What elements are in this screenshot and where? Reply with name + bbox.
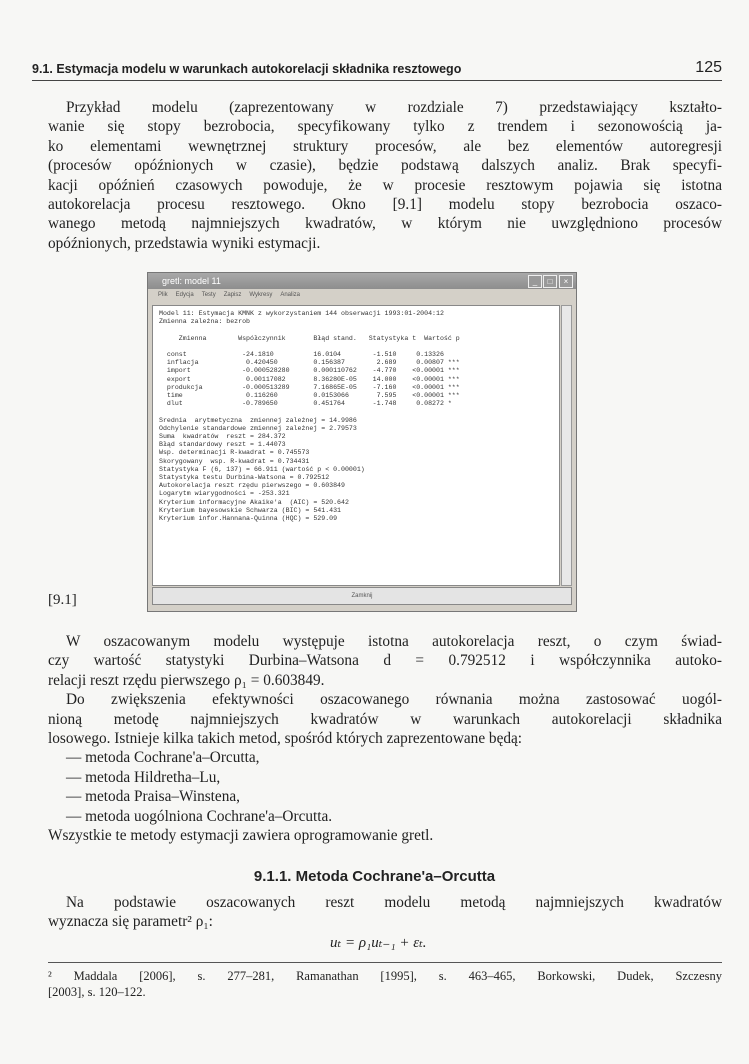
text-line: relacji reszt rzędu pierwszego ρ₁ = 0.603849. xyxy=(48,671,325,689)
footnote-line: [2003], s. 120–122. xyxy=(48,985,146,999)
output-line: time 0.116260 0.0153066 7.595 <0.00001 *** xyxy=(159,392,460,400)
window-title: gretl: model 11 xyxy=(162,276,221,286)
output-line: Srednia arytmetyczna zmiennej zależnej = 14.9986 xyxy=(159,416,357,424)
output-line: Autokorelacja reszt rzędu pierwszego = 0.603849 xyxy=(159,482,345,490)
page-number: 125 xyxy=(695,59,722,76)
text-line: wanego metodą najmniejszych kwadratów, w którym nie uwzględniono procesów xyxy=(48,215,722,233)
text-line: opóźnionych, przedstawia wyniki estymacji. xyxy=(48,234,321,252)
minimize-button[interactable]: _ xyxy=(528,275,542,288)
output-line: Logarytm wiarygodności = -253.321 xyxy=(159,490,290,498)
text-line: Do zwiększenia efektywności oszacowanego równania można zastosować uogól- xyxy=(66,691,722,709)
text-line: Na podstawie oszacowanych reszt modelu metodą najmniejszych kwadratów xyxy=(66,894,722,911)
close-window-button[interactable]: × xyxy=(559,275,573,288)
output-line: produkcja -0.000513289 7.16865E-05 -7.160 <0.00001 *** xyxy=(159,383,460,391)
menu-plik[interactable]: Plik xyxy=(158,292,168,298)
scrollbar[interactable] xyxy=(561,305,572,586)
title-bar xyxy=(148,273,576,289)
menu-analiza[interactable]: Analiza xyxy=(280,292,301,298)
text-line: autokorelacja procesu resztowego. Okno [9.1] modelu stopy bezrobocia oszaco- xyxy=(48,196,722,214)
output-line xyxy=(159,408,559,416)
footnote-line: ² Maddala [2006], s. 277–281, Ramanathan [1995], s. 463–465, Borkowski, Dudek, Szczesny xyxy=(48,969,722,983)
text-line: czy wartość statystyki Durbina–Watsona d = 0.792512 i współczynnika autoko- xyxy=(48,652,722,670)
text-line: W oszacowanym modelu występuje istotna autokorelacja reszt, o czym świad- xyxy=(66,633,722,650)
text-line: ko elementami wewnętrznej struktury procesów, ale bez elementów autoregresji xyxy=(48,137,722,155)
method-item: — metoda Praisa–Winstena, xyxy=(66,788,240,806)
text-line: wanie się stopy bezrobocia, specyfikowany tylko z trendem i sezonowością ja- xyxy=(48,118,722,136)
output-line: Suma kwadratów reszt = 284.372 xyxy=(159,433,286,441)
output-line xyxy=(159,343,559,351)
text-line: wyznacza się parametr² ρ₁: xyxy=(48,913,213,931)
equation: uₜ = ρ₁uₜ₋₁ + εₜ. xyxy=(330,935,427,951)
output-line: Kryterium informacyjne Akaike'a (AIC) = 520.642 xyxy=(159,498,349,506)
output-line: inflacja 0.420450 0.156387 2.689 0.00807 *** xyxy=(159,359,460,367)
output-line: import -0.000528280 0.000110762 -4.770 <0.00001 *** xyxy=(159,367,460,375)
text-line: losowego. Istnieje kilka takich metod, spośród których zaprezentowane będą: xyxy=(48,730,523,748)
window-label: [9.1] xyxy=(48,592,77,608)
paragraph-autocorrelation xyxy=(48,632,722,845)
text-line: (procesów opóźnionych w czasie), będzie podstawą dalszych analiz. Brak specyfi- xyxy=(48,157,722,175)
output-line: dlut -0.789650 0.451764 -1.748 0.08272 * xyxy=(159,400,452,408)
menu-testy[interactable]: Testy xyxy=(201,292,216,298)
output-line: Odchylenie standardowe zmiennej zależnej = 2.79573 xyxy=(159,424,357,432)
output-line: const -24.1810 16.0104 -1.510 0.13326 xyxy=(159,351,444,359)
method-item: — metoda uogólniona Cochrane'a–Orcutta. xyxy=(66,807,333,825)
text-line: kacji opóźnień czasowych powoduje, że w procesie resztowym pojawia się istotna xyxy=(48,176,722,194)
output-line: export 0.00117082 8.36280E-05 14.000 <0.00001 *** xyxy=(159,375,460,383)
section-title: 9.1.1. Metoda Cochrane'a–Orcutta xyxy=(253,868,496,885)
menu-edycja[interactable]: Edycja xyxy=(175,292,194,298)
output-line xyxy=(159,326,559,334)
text-line: nioną metodę najmniejszych kwadratów w warunkach autokorelacji składnika xyxy=(48,710,722,728)
output-line: Zmienna zależna: bezrob xyxy=(159,318,251,326)
paragraph-method xyxy=(48,893,722,932)
output-line: Zmienna Współczynnik Błąd stand. Statystyka t Wartość p xyxy=(159,334,460,342)
output-line: Statystyka testu Durbina-Watsona = 0.792512 xyxy=(159,474,330,482)
close-button[interactable]: Zamknij xyxy=(152,587,572,605)
output-line: Kryterium bayesowskie Schwarza (BIC) = 541.431 xyxy=(159,506,342,514)
menu-zapisz[interactable]: Zapisz xyxy=(223,292,242,298)
output-line: Błąd standardowy reszt = 1.44073 xyxy=(159,441,286,449)
output-line: Statystyka F (6, 137) = 66.911 (wartość p < 0.00001) xyxy=(159,465,365,473)
output-line: Wsp. determinacji R-kwadrat = 0.745573 xyxy=(159,449,310,457)
model-output-text[interactable] xyxy=(152,305,560,586)
method-item: — metoda Hildretha–Lu, xyxy=(66,768,221,786)
method-item: — metoda Cochrane'a–Orcutta, xyxy=(66,749,260,767)
running-header xyxy=(32,59,722,81)
header-title: 9.1. Estymacja modelu w warunkach autokorelacji składnika resztowego xyxy=(32,62,462,76)
output-line: Model 11: Estymacja KMNK z wykorzystaniem 144 obserwacji 1993:01-2004:12 xyxy=(159,310,444,317)
output-line: Kryterium infor.Hannana-Quinna (HQC) = 529.09 xyxy=(159,515,338,523)
paragraph-intro xyxy=(48,98,722,253)
menu-wykresy[interactable]: Wykresy xyxy=(249,292,273,298)
output-line: Skorygowany wsp. R-kwadrat = 0.734431 xyxy=(159,457,310,465)
menu-bar xyxy=(148,289,576,302)
text-line: Wszystkie te metody estymacji zawiera oprogramowanie gretl. xyxy=(48,827,434,845)
footnote xyxy=(48,962,722,1000)
maximize-button[interactable]: □ xyxy=(543,275,557,288)
gretl-model-window xyxy=(147,272,577,612)
text-line: Przykład modelu (zaprezentowany w rozdziale 7) przedstawiający kształto- xyxy=(66,99,722,116)
